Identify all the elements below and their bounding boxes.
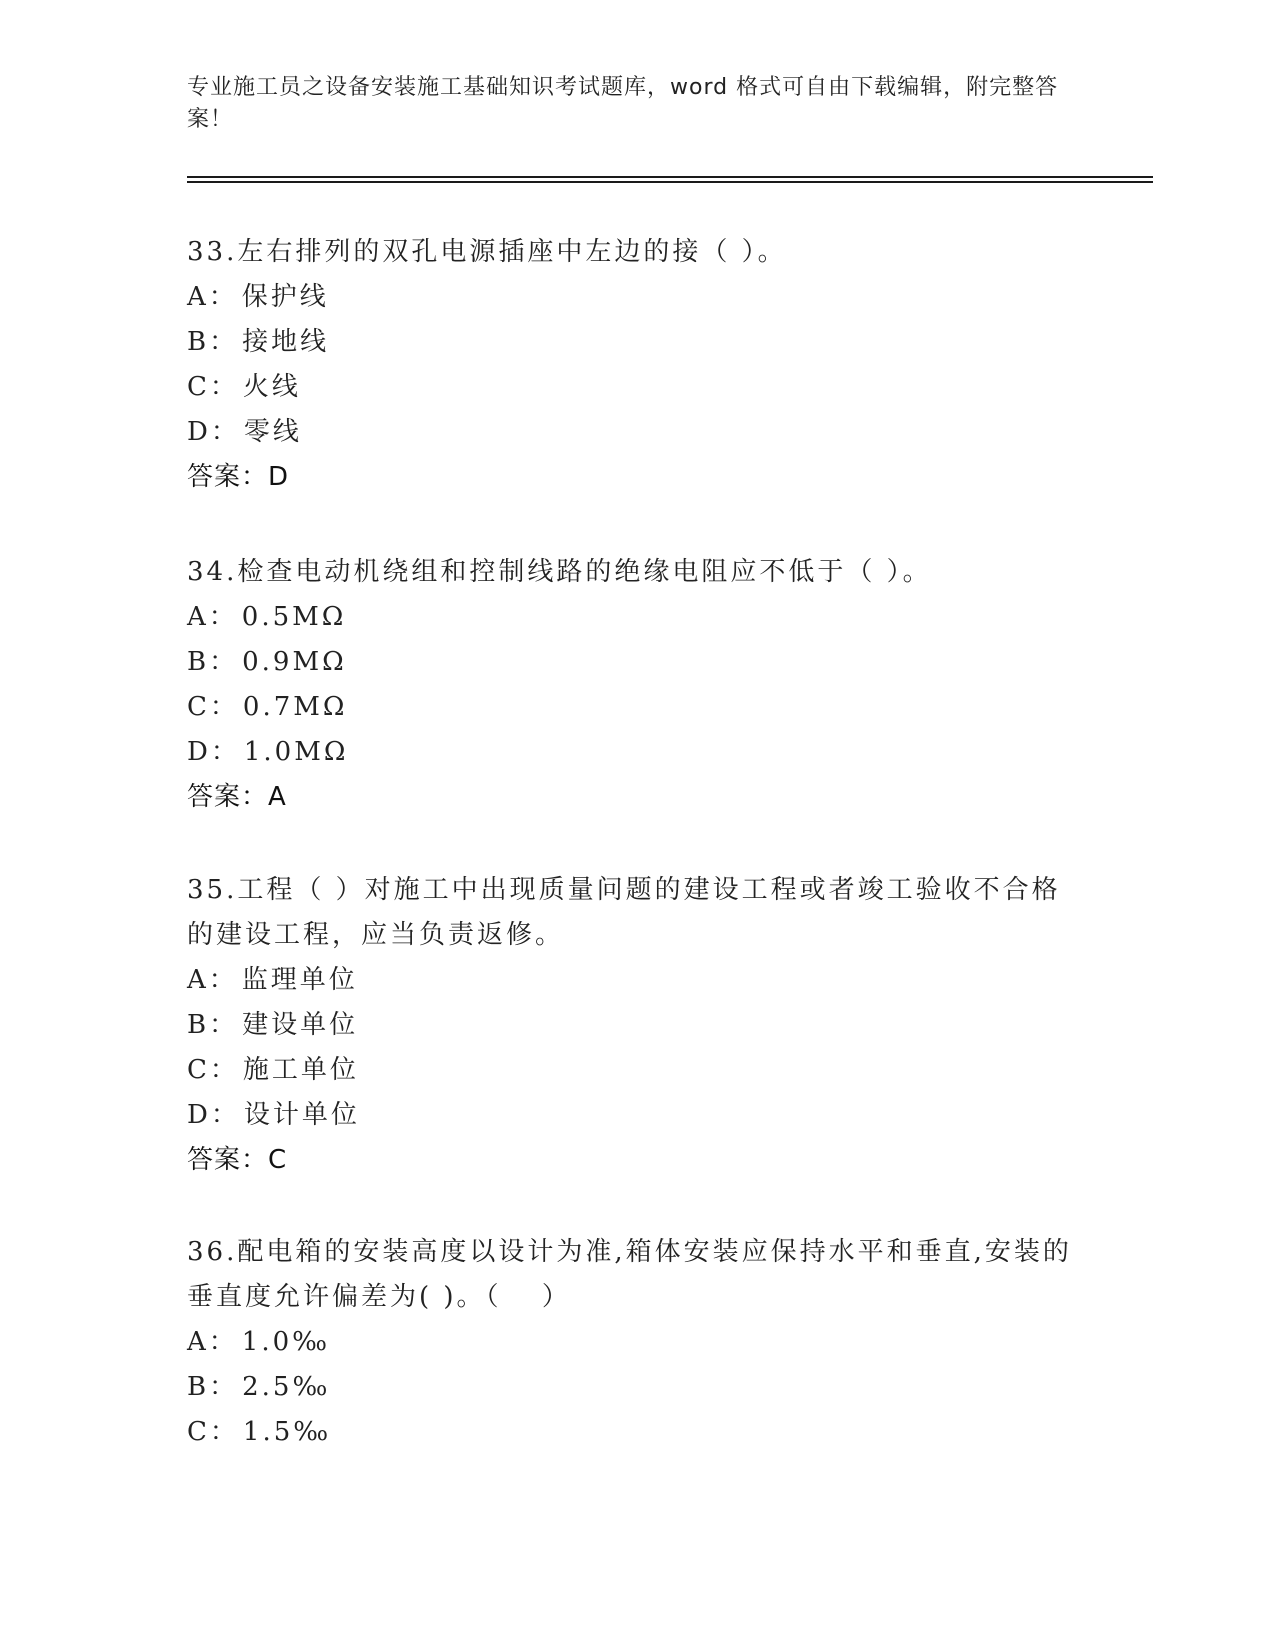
option-letter: A： xyxy=(187,965,238,995)
option-b xyxy=(187,320,1087,365)
option-text: 零线 xyxy=(243,417,302,447)
option-c xyxy=(187,1410,1087,1455)
option-text: 施工单位 xyxy=(242,1055,359,1085)
option-c xyxy=(187,685,1087,730)
question-35 xyxy=(187,868,1087,1183)
option-letter: D： xyxy=(187,737,240,767)
question-text xyxy=(187,230,1087,275)
option-b xyxy=(187,1003,1087,1048)
option-text: 1.0MΩ xyxy=(243,737,349,767)
option-text: 0.9MΩ xyxy=(242,647,347,677)
question-text xyxy=(187,1230,1087,1320)
answer-line: 答案：A xyxy=(187,782,287,812)
option-c xyxy=(187,365,1087,410)
option-b xyxy=(187,1365,1087,1410)
option-c xyxy=(187,1048,1087,1093)
question-34 xyxy=(187,550,1087,820)
question-stem: 左右排列的双孔电源插座中左边的接（ ）。 xyxy=(237,237,787,267)
option-letter: B： xyxy=(187,1010,239,1040)
document-header: 专业施工员之设备安装施工基础知识考试题库，word 格式可自由下载编辑，附完整答案！ xyxy=(187,75,1059,132)
option-text: 1.5‰ xyxy=(242,1417,332,1447)
option-letter: C： xyxy=(187,1055,239,1085)
question-text xyxy=(187,550,1087,595)
option-letter: A： xyxy=(187,1327,238,1357)
option-a xyxy=(187,595,1087,640)
question-33 xyxy=(187,230,1087,500)
question-number: 35. xyxy=(187,875,238,905)
header-divider-top xyxy=(187,176,1153,178)
option-letter: D： xyxy=(187,417,240,447)
option-letter: D： xyxy=(187,1100,240,1130)
option-text: 2.5‰ xyxy=(242,1372,331,1402)
option-d xyxy=(187,410,1087,455)
question-stem: 配电箱的安装高度以设计为准,箱体安装应保持水平和垂直,安装的垂直度允许偏差为( )。（ ） xyxy=(187,1237,1072,1312)
option-a xyxy=(187,1320,1087,1365)
answer-line: 答案：D xyxy=(187,462,290,492)
option-letter: B： xyxy=(187,327,239,357)
question-text xyxy=(187,868,1087,958)
question-stem: 检查电动机绕组和控制线路的绝缘电阻应不低于（ ）。 xyxy=(237,557,932,587)
option-text: 1.0‰ xyxy=(241,1327,331,1357)
option-text: 监理单位 xyxy=(241,965,358,995)
option-letter: C： xyxy=(187,372,239,402)
option-a xyxy=(187,958,1087,1003)
question-number: 34. xyxy=(187,557,238,587)
option-text: 设计单位 xyxy=(243,1100,360,1130)
option-letter: C： xyxy=(187,1417,239,1447)
option-d xyxy=(187,730,1087,775)
question-number: 33. xyxy=(187,237,238,267)
option-text: 接地线 xyxy=(242,327,330,357)
question-36 xyxy=(187,1230,1087,1455)
option-text: 建设单位 xyxy=(242,1010,359,1040)
question-stem: 工程（ ）对施工中出现质量问题的建设工程或者竣工验收不合格的建设工程，应当负责返修。 xyxy=(187,875,1061,950)
option-letter: C： xyxy=(187,692,239,722)
question-number: 36. xyxy=(187,1237,238,1267)
option-text: 火线 xyxy=(242,372,301,402)
option-text: 0.5MΩ xyxy=(241,602,347,632)
option-b xyxy=(187,640,1087,685)
option-letter: A： xyxy=(187,602,238,632)
option-text: 保护线 xyxy=(241,282,329,312)
option-letter: A： xyxy=(187,282,238,312)
answer-line: 答案：C xyxy=(187,1145,288,1175)
option-a xyxy=(187,275,1087,320)
option-letter: B： xyxy=(187,1372,239,1402)
option-d xyxy=(187,1093,1087,1138)
option-text: 0.7MΩ xyxy=(242,692,348,722)
option-letter: B： xyxy=(187,647,239,677)
header-divider-bottom xyxy=(187,181,1153,183)
